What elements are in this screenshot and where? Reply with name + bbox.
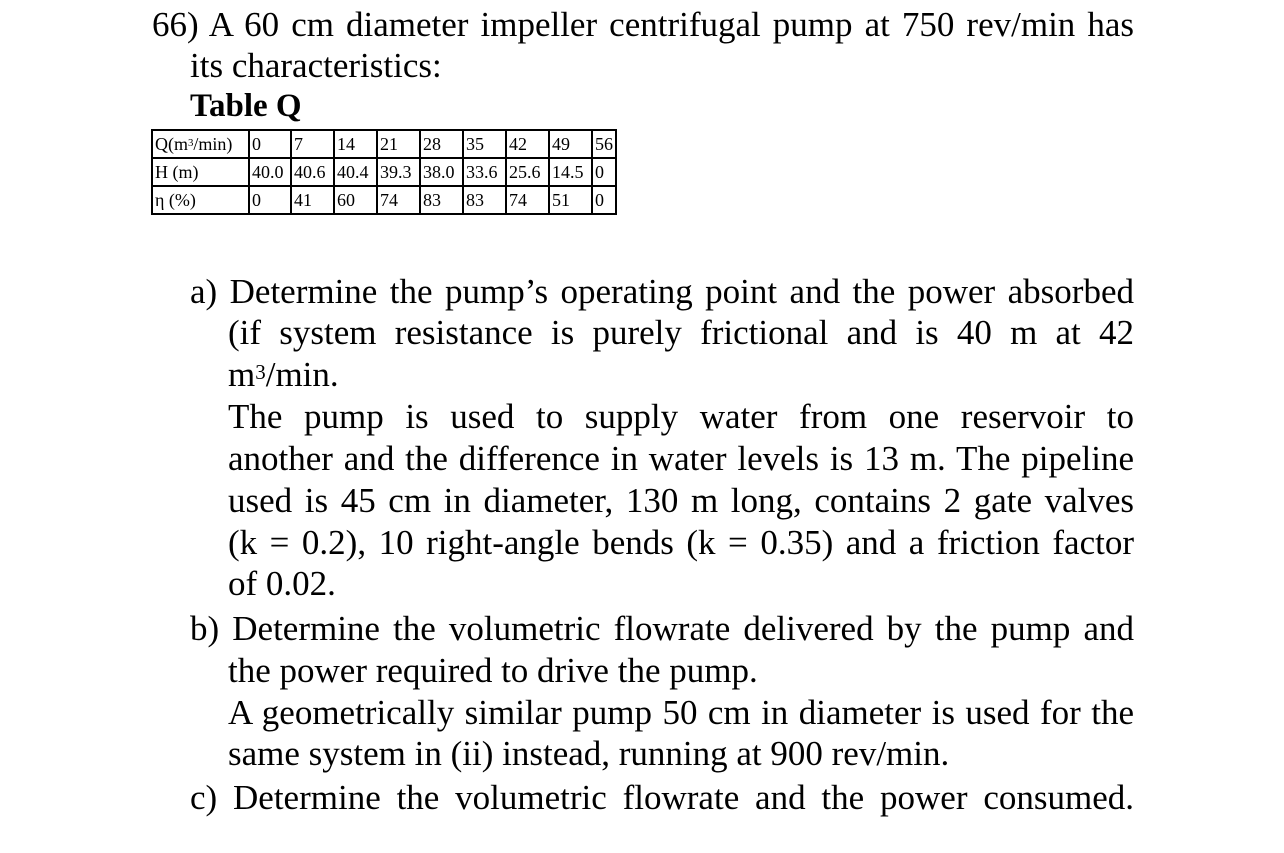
question-line-2: its characteristics: <box>190 46 442 85</box>
part-a-info-line-4: (k = 0.2), 10 right-angle bends (k = 0.35) and a friction factor <box>228 523 1134 562</box>
table-cell: 28 <box>420 130 463 158</box>
table-cell: 7 <box>291 130 334 158</box>
part-a-line-1: a) Determine the pump’s operating point and the power absorbed <box>190 272 1134 311</box>
table-cell: 74 <box>506 186 549 214</box>
part-a-info-line-2: another and the difference in water levels is 13 m. The pipeline <box>228 439 1134 478</box>
table-row <box>152 130 616 158</box>
table-cell: 33.6 <box>463 158 506 186</box>
part-b-info-line-1: A geometrically similar pump 50 cm in diameter is used for the <box>228 693 1134 732</box>
table-cell: 25.6 <box>506 158 549 186</box>
table-title: Table Q <box>190 88 302 124</box>
part-b-info-line-2: same system in (ii) instead, running at 900 rev/min. <box>228 734 950 773</box>
part-a-line-3: $m^3/\min$. <box>228 355 339 394</box>
table-cell: 0 <box>249 130 291 158</box>
part-b-line-2: the power required to drive the pump. <box>228 651 758 690</box>
table-cell: 40.4 <box>334 158 377 186</box>
characteristics-table <box>151 129 617 215</box>
part-c-line-1: c) Determine the volumetric flowrate and the power consumed. <box>190 778 1134 817</box>
part-a-line-2: (if system resistance is purely frictional and is 40 m at 42 <box>228 313 1134 352</box>
table-cell: 41 <box>291 186 334 214</box>
part-b-line-1: b) Determine the volumetric flowrate delivered by the pump and <box>190 609 1134 648</box>
table-row <box>152 158 616 186</box>
row-label-efficiency: η (%) <box>152 186 249 214</box>
table-cell: 40.6 <box>291 158 334 186</box>
table-cell: 14 <box>334 130 377 158</box>
table-cell: 49 <box>549 130 592 158</box>
part-a-info-line-5: of 0.02. <box>228 564 336 603</box>
table-cell: 42 <box>506 130 549 158</box>
table-cell: 0 <box>592 158 616 186</box>
row-label-flowrate: $Q(m^3/\min)$ <box>152 130 249 158</box>
table-cell: 51 <box>549 186 592 214</box>
table-cell: 40.0 <box>249 158 291 186</box>
table-cell: 0 <box>249 186 291 214</box>
table-cell: 0 <box>592 186 616 214</box>
table-row <box>152 186 616 214</box>
table-cell: 83 <box>463 186 506 214</box>
part-a-info-line-3: used is 45 cm in diameter, 130 m long, contains 2 gate valves <box>228 481 1134 520</box>
table-cell: 38.0 <box>420 158 463 186</box>
table-cell: 83 <box>420 186 463 214</box>
question-line-1: 66) A 60 cm diameter impeller centrifugal pump at 750 rev/min has <box>152 5 1134 44</box>
table-cell: 35 <box>463 130 506 158</box>
table-cell: 56 <box>592 130 616 158</box>
table-cell: 21 <box>377 130 420 158</box>
table-cell: 39.3 <box>377 158 420 186</box>
table-cell: 14.5 <box>549 158 592 186</box>
row-label-head: H (m) <box>152 158 249 186</box>
table-cell: 60 <box>334 186 377 214</box>
table-cell: 74 <box>377 186 420 214</box>
part-a-info-line-1: The pump is used to supply water from one reservoir to <box>228 397 1134 436</box>
